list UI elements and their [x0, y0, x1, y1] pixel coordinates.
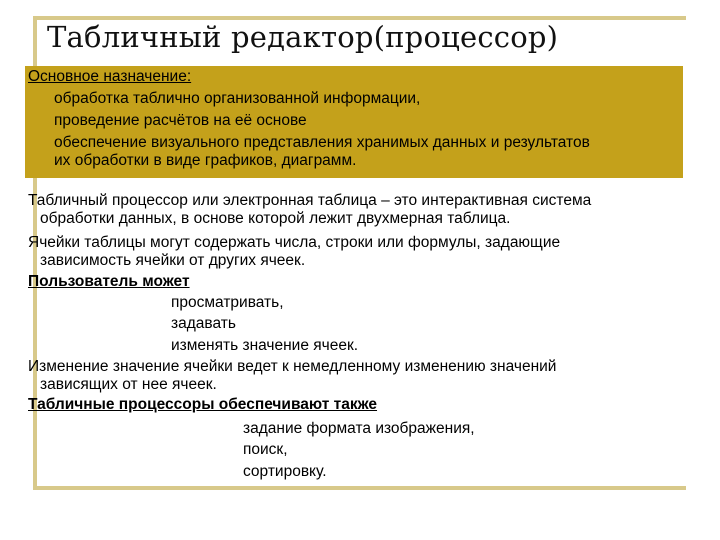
purpose-item: обработка таблично организованной информации, [54, 90, 421, 107]
processors-provide-item: задание формата изображения, [243, 420, 475, 437]
purpose-item: их обработки в виде графиков, диаграмм. [54, 152, 357, 169]
cells-line: Ячейки таблицы могут содержать числа, строки или формулы, задающие [28, 234, 561, 251]
frame-bottom-line [37, 486, 686, 490]
purpose-heading: Основное назначение: [28, 68, 192, 85]
definition-line: обработки данных, в основе которой лежит двухмерная таблица. [40, 210, 511, 227]
user-can-heading: Пользователь может [28, 273, 190, 290]
user-can-item: просматривать, [171, 294, 284, 311]
user-can-item: изменять значение ячеек. [171, 337, 359, 354]
slide-title: Табличный редактор(процессор) [47, 20, 559, 54]
change-line: Изменение значение ячейки ведет к немедленному изменению значений [28, 358, 557, 375]
definition-line: Табличный процессор или электронная таблица – это интерактивная система [28, 192, 592, 209]
processors-provide-heading: Табличные процессоры обеспечивают также [28, 396, 378, 413]
cells-line: зависимость ячейки от других ячеек. [40, 252, 306, 269]
user-can-item: задавать [171, 315, 236, 332]
purpose-item: проведение расчётов на её основе [54, 112, 307, 129]
processors-provide-item: поиск, [243, 441, 288, 458]
change-line: зависящих от нее ячеек. [40, 376, 217, 393]
processors-provide-item: сортировку. [243, 463, 327, 480]
purpose-item: обеспечение визуального представления хранимых данных и результатов [54, 134, 590, 151]
